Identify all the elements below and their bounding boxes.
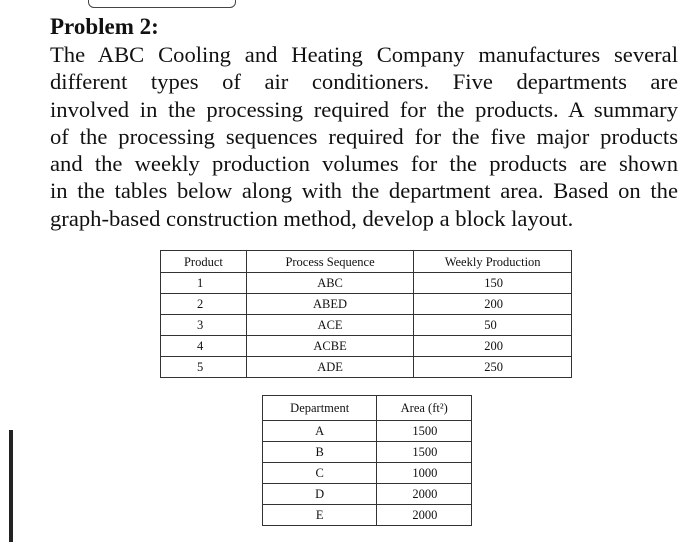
statement-line: and the weekly production volumes for the products are shown (50, 151, 678, 177)
table-row (161, 336, 572, 357)
header-area: Area (ft²) (377, 396, 472, 421)
product-cell: 2 (161, 294, 247, 315)
production-cell: 150 (414, 273, 572, 294)
statement-line: involved in the processing required for the products. A summary (50, 96, 678, 122)
header-process-sequence: Process Sequence (246, 251, 413, 273)
department-cell: A (263, 421, 377, 442)
sequence-cell: ACBE (246, 336, 413, 357)
statement-line: graph-based construction method, develop a block layout. (50, 205, 574, 231)
statement-line: in the tables below along with the department area. Based on the (50, 178, 678, 204)
statement-line: different types of air conditioners. Five departments are (50, 69, 678, 95)
product-cell: 1 (161, 273, 247, 294)
table-row (263, 421, 472, 442)
table-row (263, 505, 472, 526)
table-row (161, 315, 572, 336)
department-cell: E (263, 505, 377, 526)
department-cell: C (263, 463, 377, 484)
table-row (161, 294, 572, 315)
header-product: Product (161, 251, 247, 273)
production-cell: 50 (414, 315, 572, 336)
table-row (263, 463, 472, 484)
sequence-cell: ADE (246, 357, 413, 378)
table-row (263, 442, 472, 463)
department-cell: D (263, 484, 377, 505)
cropped-box-outline (88, 0, 236, 8)
department-cell: B (263, 442, 377, 463)
products-table (160, 250, 572, 378)
area-cell: 2000 (377, 484, 472, 505)
table-header-row (263, 396, 472, 421)
table-row (161, 273, 572, 294)
problem-heading: Problem 2: (50, 14, 159, 39)
sequence-cell: ABED (246, 294, 413, 315)
table-header-row (161, 251, 572, 273)
table-row (161, 357, 572, 378)
area-cell: 2000 (377, 505, 472, 526)
production-cell: 250 (414, 357, 572, 378)
area-cell: 1500 (377, 442, 472, 463)
departments-table (262, 395, 472, 526)
area-cell: 1000 (377, 463, 472, 484)
production-cell: 200 (414, 336, 572, 357)
product-cell: 3 (161, 315, 247, 336)
sequence-cell: ABC (246, 273, 413, 294)
area-cell: 1500 (377, 421, 472, 442)
scrollbar-edge (9, 430, 13, 542)
table-row (263, 484, 472, 505)
header-weekly-production: Weekly Production (414, 251, 572, 273)
sequence-cell: ACE (246, 315, 413, 336)
production-cell: 200 (414, 294, 572, 315)
statement-line: The ABC Cooling and Heating Company manufactures several (50, 42, 678, 67)
statement-line: of the processing sequences required for the five major products (50, 123, 678, 149)
product-cell: 5 (161, 357, 247, 378)
problem-statement (50, 41, 678, 232)
product-cell: 4 (161, 336, 247, 357)
header-department: Department (263, 396, 377, 421)
